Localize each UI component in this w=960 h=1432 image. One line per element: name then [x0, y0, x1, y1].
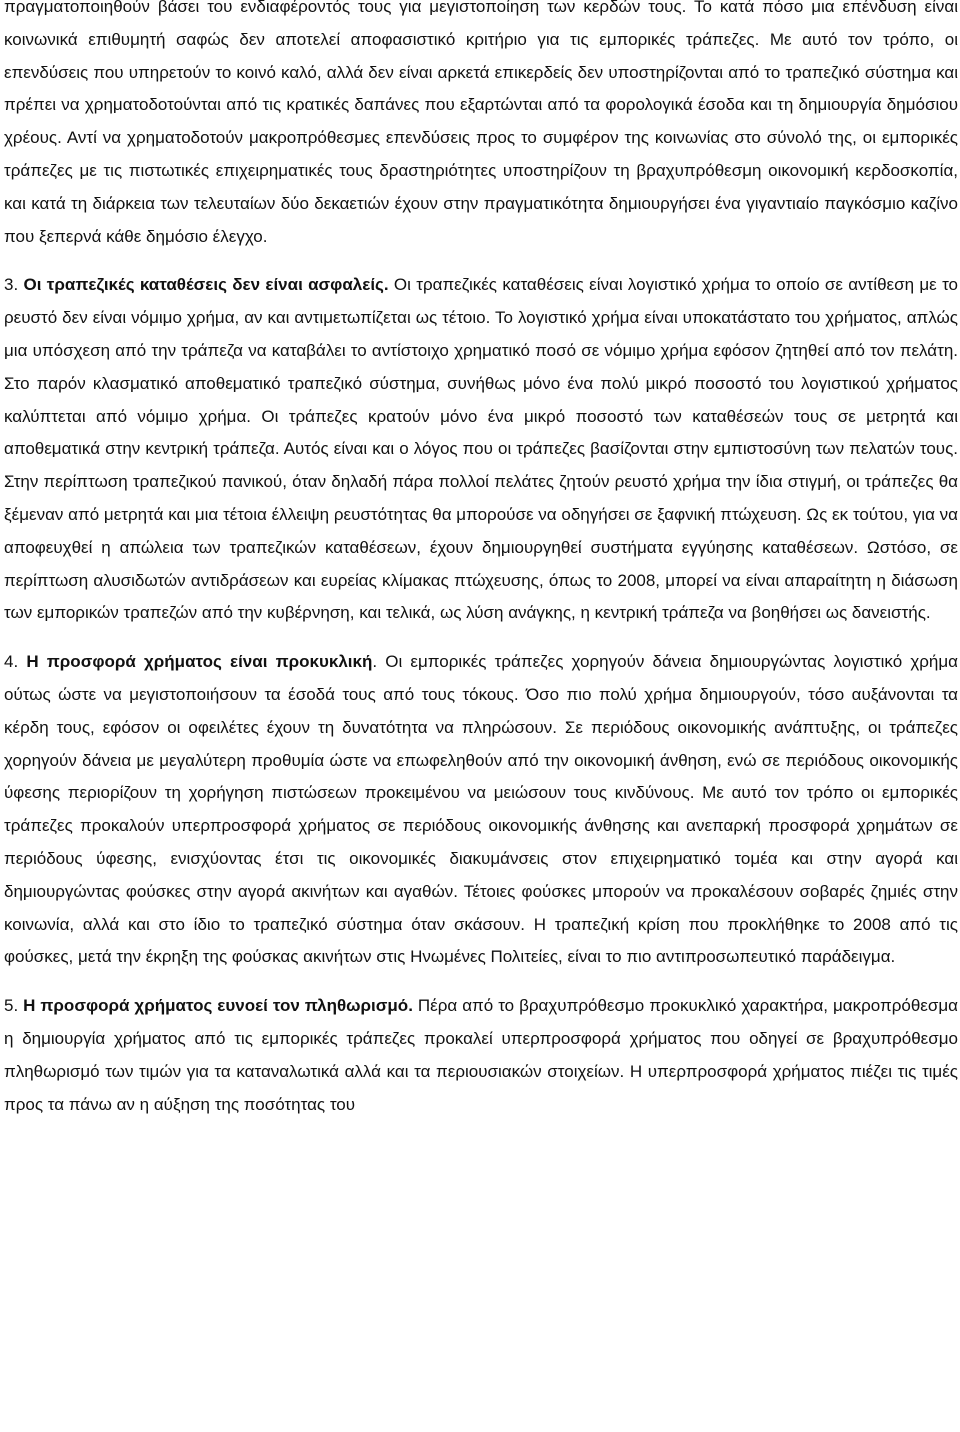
- paragraph-point-4: [4, 646, 958, 974]
- point-heading: Οι τραπεζικές καταθέσεις δεν είναι ασφαλείς.: [23, 275, 389, 295]
- paragraph-body: . Οι εμπορικές τράπεζες χορηγούν δάνεια δημιουργώντας λογιστικό χρήμα ούτως ώστε να μεγιστοποιήσουν τα έσοδά τους από τους τόκους. Όσο πιο πολύ χρήμα δημιουργούν, τόσο αυξάνονται τα κέρδη τους, εφόσον οι οφειλέτες έχουν τη δυνατότητα να πληρώσουν. Σε περιόδους οικονομικής ανάπτυξης, οι τράπεζες χορηγούν δάνεια με μεγαλύτερη προθυμία ώστε να επωφεληθούν από την οικονομική άνθηση, ενώ σε περιόδους οικονομικής ύφεσης περιορίζουν τη χορήγηση πιστώσεων προκειμένου να μειώσουν τους κινδύνους. Με αυτό τον τρόπο οι εμπορικές τράπεζες προκαλούν υπερπροσφορά χρήματος σε περιόδους οικονομικής άνθησης και ανεπαρκή προσφορά χρημάτων σε περιόδους ύφεσης, ενισχύοντας έτσι τις οικονομικές διακυμάνσεις στον επιχειρηματικό τομέα και στην αγορά και δημιουργώντας φούσκες στην αγορά ακινήτων και αγαθών. Τέτοιες φούσκες μπορούν να προκαλέσουν σοβαρές ζημιές στην κοινωνία, αλλά και στο ίδιο το τραπεζικό σύστημα όταν σκάσουν. Η τραπεζική κρίση που προκλήθηκε το 2008 από τις φούσκες, μετά την έκρηξη της φούσκας ακινήτων στις Ηνωμένες Πολιτείες, είναι το πιο αντιπροσωπευτικό παράδειγμα.: [4, 652, 959, 967]
- paragraph-point-3: [4, 269, 958, 630]
- point-heading: Η προσφορά χρήματος είναι προκυκλική: [26, 652, 373, 672]
- paragraph-point-5: [4, 990, 958, 1121]
- point-number: 5.: [4, 996, 24, 1016]
- point-number: 3.: [4, 275, 24, 295]
- point-heading: Η προσφορά χρήματος ευνοεί τον πληθωρισμό.: [23, 996, 413, 1016]
- point-number: 4.: [4, 652, 27, 672]
- paragraph-body: πραγματοποιηθούν βάσει του ενδιαφέροντός τους για μεγιστοποίηση των κερδών τους. Το κατά πόσο μια επένδυση είναι κοινωνικά επιθυμητή σαφώς δεν αποτελεί αποφασιστικό κριτήριο για τις εμπορικές τράπεζες. Με αυτό τον τρόπο, οι επενδύσεις που υπηρετούν το κοινό καλό, αλλά δεν είναι αρκετά επικερδείς δεν υποστηρίζονται από το τραπεζικό σύστημα και πρέπει να χρηματοδοτούνται από τις κρατικές δαπάνες που εξαρτώνται από τα φορολογικά έσοδα και τη δημιουργία δημόσιου χρέους. Αντί να χρηματοδοτούν μακροπρόθεσμες επενδύσεις προς το συμφέρον της κοινωνίας στο σύνολό της, οι εμπορικές τράπεζες με τις πιστωτικές επιχειρηματικές τους δραστηριότητες υποστηρίζουν τη βραχυπρόθεσμη οικονομική κερδοσκοπία, και κατά τη διάρκεια των τελευταίων δύο δεκαετιών έχουν στην πραγματικότητα δημιουργήσει ένα γιγαντιαίο παγκόσμιο καζίνο που ξεπερνά κάθε δημόσιο έλεγχο.: [4, 0, 958, 246]
- paragraph-body: Οι τραπεζικές καταθέσεις είναι λογιστικό χρήμα το οποίο σε αντίθεση με το ρευστό δεν είναι νόμιμο χρήμα, αν και αντιμετωπίζεται ως τέτοιο. Το λογιστικό χρήμα είναι υποκατάστατο του χρήματος, απλώς μια υπόσχεση από την τράπεζα να καταβάλει το αντίστοιχο χρηματικό ποσό σε νόμιμο χρήμα εφόσον ζητηθεί από τον πελάτη. Στο παρόν κλασματικό αποθεματικό τραπεζικό σύστημα, συνήθως μόνο ένα πολύ μικρό ποσοστό του λογιστικού χρήματος καλύπτεται από νόμιμο χρήμα. Οι τράπεζες κρατούν μόνο ένα μικρό ποσοστό των καταθέσεών τους σε μετρητά και αποθεματικά στην κεντρική τράπεζα. Αυτός είναι και ο λόγος που οι τράπεζες βασίζονται στην εμπιστοσύνη των πελατών τους. Στην περίπτωση τραπεζικού πανικού, όταν δηλαδή πάρα πολλοί πελάτες ζητούν ρευστό χρήμα την ίδια στιγμή, οι τράπεζες θα ξέμεναν από μετρητά και μια τέτοια έλλειψη ρευστότητας θα μπορούσε να οδηγήσει σε ξαφνική πτώχευση. Ως εκ τούτου, για να αποφευχθεί η απώλεια των τραπεζικών καταθέσεων, έχουν δημιουργηθεί συστήματα εγγύησης καταθέσεων. Ωστόσο, σε περίπτωση αλυσιδωτών αντιδράσεων και ευρείας κλίμακας πτώχευσης, όπως το 2008, μπορεί να είναι απαραίτητη η διάσωση των εμπορικών τραπεζών από την κυβέρνηση, και τελικά, ως λύση ανάγκης, η κεντρική τράπεζα να βοηθήσει ως δανειστής.: [4, 275, 958, 623]
- paragraph-body: Πέρα από το βραχυπρόθεσμο προκυκλικό χαρακτήρα, μακροπρόθεσμα η δημιουργία χρήματος από τις εμπορικές τράπεζες προκαλεί υπερπροσφορά χρήματος που οδηγεί σε βραχυπρόθεσμο πληθωρισμό των τιμών για τα καταναλωτικά αλλά και τα περιουσιακών στοιχείων. Η υπερπροσφορά χρήματος πιέζει τις τιμές προς τα πάνω αν η αύξηση της ποσότητας του: [4, 996, 958, 1114]
- paragraph-continuation: [4, 0, 958, 253]
